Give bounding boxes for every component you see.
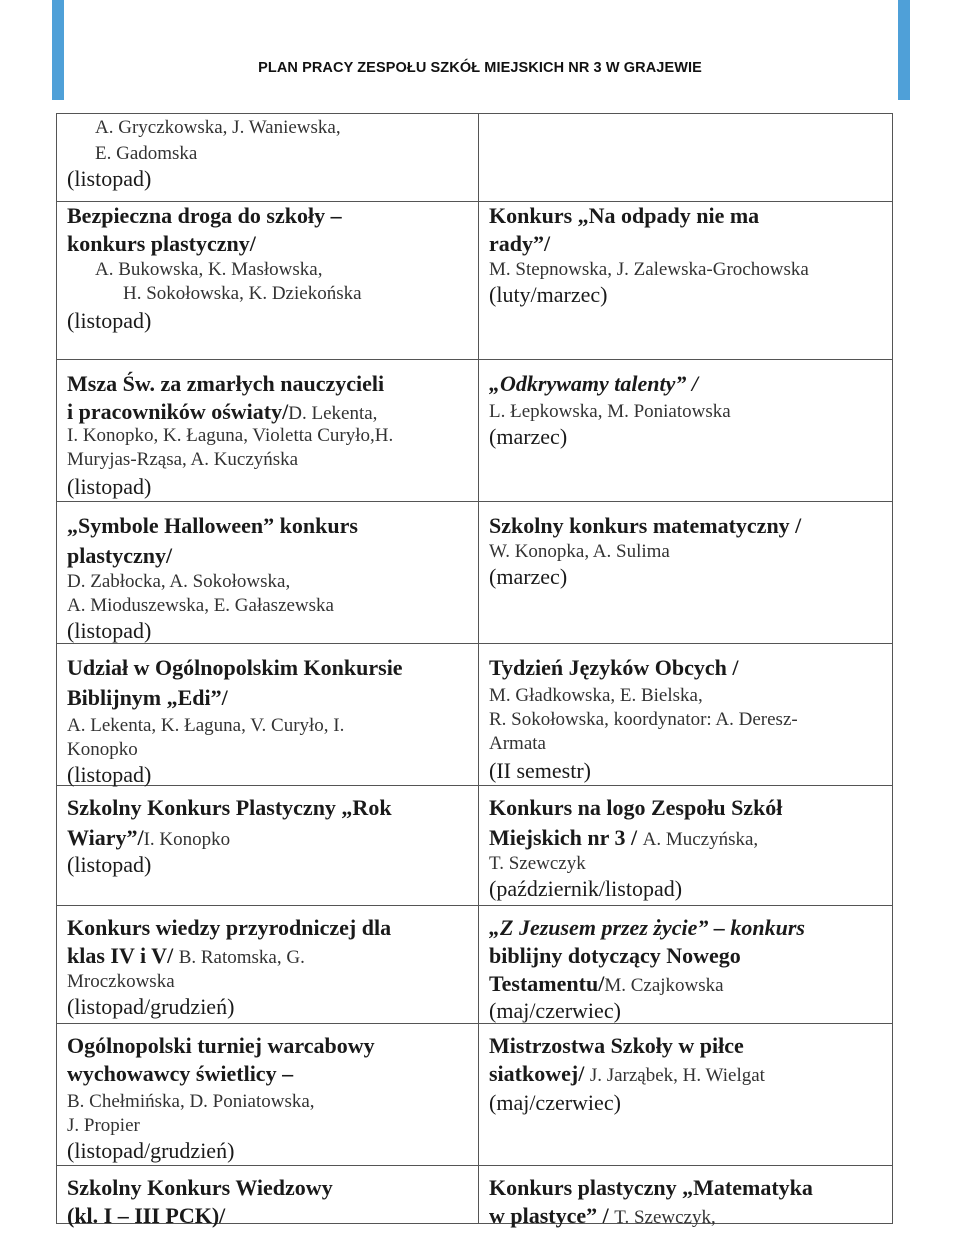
- left-accent-bar: [52, 0, 64, 100]
- left-cell: [57, 644, 479, 786]
- line-text: M. Stepnowska, J. Zalewska-Grochowska: [489, 259, 809, 280]
- line-text: rady”/: [489, 231, 551, 256]
- event-title: [489, 512, 801, 539]
- names-text: M. Czajkowska: [604, 975, 724, 996]
- event-title: [67, 824, 230, 853]
- line-text: B. Chełmińska, D. Poniatowska,: [67, 1091, 315, 1112]
- line-text: I. Konopko, K. Łaguna, Violetta Curyło,H.: [67, 425, 394, 446]
- names-text: [67, 1114, 140, 1138]
- line-text: A. Lekenta, K. Łaguna, V. Curyło, I.: [67, 715, 345, 736]
- plan-row: [57, 1166, 893, 1224]
- event-title: [489, 654, 739, 681]
- names-text: [67, 258, 322, 282]
- event-title: [67, 1202, 225, 1229]
- date-text: [67, 1138, 234, 1164]
- line-text: „Odkrywamy talenty” /: [489, 371, 698, 396]
- names-text: [67, 970, 175, 994]
- line-text: Konopko: [67, 739, 138, 760]
- event-title: [67, 942, 305, 971]
- names-text: A. Muczyńska,: [642, 829, 759, 850]
- line-text: konkurs plastyczny/: [67, 231, 256, 256]
- event-title: [489, 1174, 813, 1201]
- line-text: Udział w Ogólnopolskim Konkursie: [67, 655, 403, 680]
- line-text: (II semestr): [489, 758, 592, 783]
- names-text: [67, 282, 362, 306]
- names-text: [489, 258, 809, 282]
- line-text: Mistrzostwa Szkoły w piłce: [489, 1033, 744, 1058]
- left-cell: [57, 360, 479, 502]
- names-text: [67, 594, 334, 618]
- names-text: [67, 142, 197, 166]
- line-text: (listopad): [67, 852, 152, 877]
- event-title: [67, 1174, 333, 1201]
- left-cell: [57, 906, 479, 1024]
- event-title: [67, 398, 377, 427]
- line-text: Konkurs „Na odpady nie ma: [489, 203, 760, 228]
- names-text: [67, 1090, 315, 1114]
- line-text: klas IV i V/: [67, 943, 179, 968]
- line-text: A. Gryczkowska, J. Waniewska,: [95, 117, 341, 138]
- line-text: (listopad/grudzień): [67, 994, 235, 1019]
- line-text: (maj/czerwiec): [489, 1090, 621, 1115]
- date-text: [67, 852, 151, 878]
- plan-row: [57, 1024, 893, 1166]
- plan-row: [57, 786, 893, 906]
- line-text: (listopad): [67, 308, 152, 333]
- left-cell: [57, 114, 479, 202]
- date-text: [67, 994, 234, 1020]
- names-text: [67, 570, 290, 594]
- date-text: [67, 762, 151, 788]
- right-cell: [479, 906, 893, 1024]
- left-cell: [57, 202, 479, 360]
- line-text: E. Gadomska: [95, 143, 198, 164]
- line-text: (kl. I – III PCK)/: [67, 1203, 226, 1228]
- plan-row: [57, 644, 893, 786]
- right-cell: [479, 644, 893, 786]
- names-text: [489, 708, 798, 732]
- left-cell: [57, 502, 479, 644]
- event-title: [489, 942, 741, 969]
- date-text: [67, 474, 151, 500]
- event-title: [489, 202, 759, 229]
- event-title: [67, 370, 384, 397]
- plan-row: [57, 360, 893, 502]
- event-title: [489, 1060, 765, 1089]
- line-text: Konkurs na logo Zespołu Szkół: [489, 795, 783, 820]
- event-title: [489, 970, 724, 999]
- line-text: siatkowej/: [489, 1061, 590, 1086]
- line-text: (marzec): [489, 564, 568, 589]
- right-cell: [479, 202, 893, 360]
- names-text: I. Konopko: [143, 829, 231, 850]
- event-title: [67, 1060, 293, 1087]
- line-text: (maj/czerwiec): [489, 998, 621, 1023]
- date-text: [67, 166, 151, 192]
- line-text: Miejskich nr 3 /: [489, 825, 643, 850]
- line-text: (listopad): [67, 762, 152, 787]
- event-title: [67, 794, 392, 821]
- event-title: [489, 370, 698, 397]
- line-text: wychowawcy świetlicy –: [67, 1061, 294, 1086]
- line-text: Tydzień Języków Obcych /: [489, 655, 739, 680]
- line-text: (listopad): [67, 166, 152, 191]
- line-text: J. Propier: [67, 1115, 140, 1136]
- plan-row: [57, 202, 893, 360]
- line-text: Muryjas-Rząsa, A. Kuczyńska: [67, 449, 299, 470]
- line-text: T. Szewczyk: [489, 853, 586, 874]
- line-text: Szkolny Konkurs Plastyczny „Rok: [67, 795, 392, 820]
- left-cell: [57, 1166, 479, 1228]
- line-text: Bezpieczna droga do szkoły –: [67, 203, 342, 228]
- date-text: [489, 758, 591, 784]
- right-cell: [479, 1024, 893, 1166]
- event-title: [67, 202, 342, 229]
- date-text: [489, 564, 567, 590]
- line-text: (październik/listopad): [489, 876, 683, 901]
- line-text: Testamentu/: [489, 971, 605, 996]
- line-text: (luty/marzec): [489, 282, 608, 307]
- line-text: i pracowników oświaty/: [67, 399, 289, 424]
- line-text: „Z Jezusem przez życie” – konkurs: [489, 915, 805, 940]
- names-text: [489, 684, 703, 708]
- event-title: [489, 914, 805, 941]
- right-cell: [479, 1166, 893, 1228]
- page-header: PLAN PRACY ZESPOŁU SZKÓŁ MIEJSKICH NR 3 W GRAJEWIE: [258, 60, 702, 76]
- line-text: Konkurs plastyczny „Matematyka: [489, 1175, 813, 1200]
- line-text: „Symbole Halloween” konkurs: [67, 513, 358, 538]
- names-text: [489, 732, 546, 756]
- right-cell: [479, 786, 893, 906]
- names-text: [489, 540, 670, 564]
- date-text: [489, 1090, 621, 1116]
- event-title: [67, 914, 391, 941]
- date-text: [489, 282, 608, 308]
- names-text: [67, 714, 344, 738]
- line-text: H. Sokołowska, K. Dziekońska: [123, 283, 362, 304]
- names-text: [67, 448, 298, 472]
- event-title: [67, 654, 403, 681]
- line-text: plastyczny/: [67, 543, 173, 568]
- line-text: Szkolny Konkurs Wiedzowy: [67, 1175, 333, 1200]
- date-text: [67, 308, 151, 334]
- line-text: D. Zabłocka, A. Sokołowska,: [67, 571, 291, 592]
- event-title: [489, 824, 758, 853]
- event-title: [67, 512, 358, 539]
- line-text: (listopad): [67, 618, 152, 643]
- line-text: biblijny dotyczący Nowego: [489, 943, 741, 968]
- line-text: Szkolny konkurs matematyczny /: [489, 513, 802, 538]
- line-text: A. Bukowska, K. Masłowska,: [95, 259, 323, 280]
- names-text: T. Szewczyk,: [614, 1207, 716, 1228]
- line-text: M. Gładkowska, E. Bielska,: [489, 685, 703, 706]
- line-text: L. Łepkowska, M. Poniatowska: [489, 401, 731, 422]
- date-text: [67, 618, 151, 644]
- line-text: R. Sokołowska, koordynator: A. Deresz-: [489, 709, 798, 730]
- right-cell: [479, 502, 893, 644]
- names-text: [67, 424, 393, 448]
- names-text: [489, 400, 731, 424]
- event-title: [489, 1032, 744, 1059]
- line-text: W. Konopka, A. Sulima: [489, 541, 670, 562]
- line-text: A. Mioduszewska, E. Gałaszewska: [67, 595, 334, 616]
- left-cell: [57, 786, 479, 906]
- names-text: [67, 738, 138, 762]
- right-accent-bar: [898, 0, 910, 100]
- event-title: [67, 542, 172, 569]
- plan-table: [56, 113, 893, 1228]
- right-cell: [479, 114, 893, 202]
- names-text: [489, 852, 586, 876]
- names-text: [67, 116, 341, 140]
- line-text: (listopad/grudzień): [67, 1138, 235, 1163]
- line-text: Armata: [489, 733, 546, 754]
- event-title: [489, 794, 782, 821]
- line-text: Konkurs wiedzy przyrodniczej dla: [67, 915, 392, 940]
- line-text: (marzec): [489, 424, 568, 449]
- line-text: Biblijnym „Edi”/: [67, 685, 228, 710]
- right-cell: [479, 360, 893, 502]
- line-text: Wiary”/: [67, 825, 144, 850]
- plan-row: [57, 906, 893, 1024]
- event-title: [489, 230, 550, 257]
- event-title: [67, 1032, 375, 1059]
- line-text: Mroczkowska: [67, 971, 175, 992]
- plan-row: [57, 502, 893, 644]
- left-cell: [57, 1024, 479, 1166]
- date-text: [489, 424, 567, 450]
- line-text: (listopad): [67, 474, 152, 499]
- names-text: B. Ratomska, G.: [178, 947, 305, 968]
- line-text: Msza Św. za zmarłych nauczycieli: [67, 371, 385, 396]
- names-text: D. Lekenta,: [288, 403, 378, 424]
- plan-row: [57, 114, 893, 202]
- event-title: [67, 684, 228, 711]
- event-title: [489, 1202, 716, 1231]
- line-text: w plastyce” /: [489, 1203, 615, 1228]
- date-text: [489, 998, 621, 1024]
- names-text: J. Jarząbek, H. Wielgat: [589, 1065, 765, 1086]
- date-text: [489, 876, 682, 902]
- event-title: [67, 230, 256, 257]
- line-text: Ogólnopolski turniej warcabowy: [67, 1033, 375, 1058]
